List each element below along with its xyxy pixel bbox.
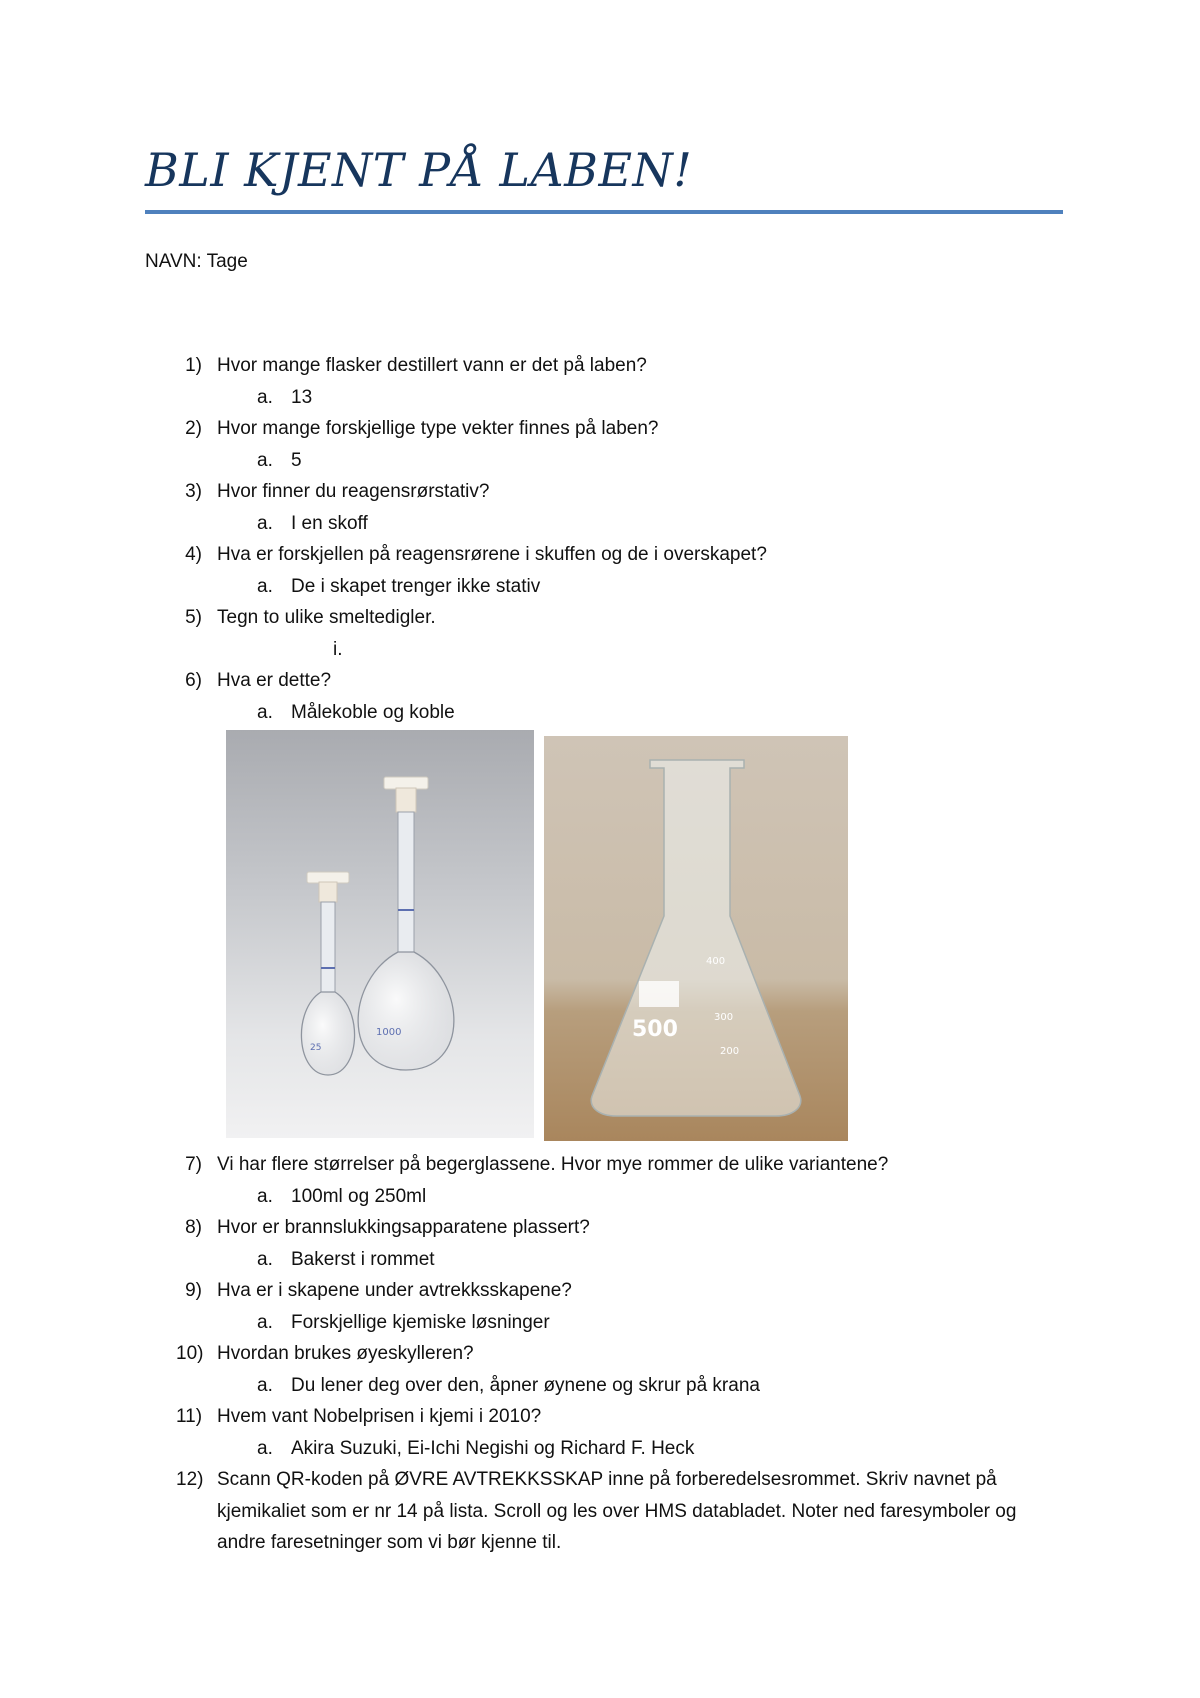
sub-item-roman: i. (333, 638, 343, 660)
question-text: Hva er dette? (217, 670, 332, 691)
question-number: 9) (185, 1280, 202, 1301)
question-text: Vi har flere størrelser på begerglassene. Hvor mye rommer de ulike variantene? (217, 1154, 889, 1175)
question-item (0, 1275, 1200, 1338)
question-item (0, 665, 1200, 1149)
answer-text: Bakerst i rommet (291, 1248, 435, 1270)
lab-glassware-images (0, 728, 1200, 1149)
scale-marking-400: 400 (706, 956, 726, 967)
answer-letter: a. (257, 1185, 273, 1207)
answer-letter: a. (257, 1374, 273, 1396)
answer-letter: a. (257, 386, 273, 408)
question-number: 10) (176, 1343, 204, 1364)
name-line: NAVN: Tage (145, 251, 248, 272)
question-item (0, 539, 1200, 602)
question-number: 7) (185, 1154, 202, 1175)
question-text: Hvem vant Nobelprisen i kjemi i 2010? (217, 1406, 542, 1427)
answer-letter: a. (257, 512, 273, 534)
question-text: Hvor mange flasker destillert vann er det på laben? (217, 355, 647, 376)
question-number: 8) (185, 1217, 202, 1238)
question-number: 11) (176, 1406, 203, 1427)
question-number: 5) (185, 607, 202, 628)
answer-text: Forskjellige kjemiske løsninger (291, 1311, 550, 1333)
question-number: 2) (185, 418, 202, 439)
question-text: Hvor mange forskjellige type vekter finnes på laben? (217, 418, 659, 439)
page-title: BLI KJENT PÅ LABEN! (145, 143, 693, 197)
answer-text: 13 (291, 386, 313, 408)
answer-letter: a. (257, 1248, 273, 1270)
question-item (0, 1338, 1200, 1401)
title-underline (145, 210, 1063, 214)
question-item (0, 413, 1200, 476)
answer-text: Akira Suzuki, Ei-Ichi Negishi og Richard F. Heck (291, 1437, 695, 1459)
question-number: 3) (185, 481, 202, 502)
question-number: 12) (176, 1469, 204, 1490)
answer-letter: a. (257, 575, 273, 597)
scale-marking-200: 200 (720, 1046, 740, 1057)
question-item (0, 476, 1200, 539)
question-number: 6) (185, 670, 202, 691)
answer-letter: a. (257, 449, 273, 471)
small-flask-marking: 25 (310, 1043, 322, 1053)
answer-text: De i skapet trenger ikke stativ (291, 575, 541, 597)
question-item (0, 1212, 1200, 1275)
scale-marking-300: 300 (714, 1012, 734, 1023)
erlenmeyer-flask-photo (544, 736, 848, 1141)
question-item (0, 350, 1200, 413)
erlenmeyer-marking: 500 (632, 1017, 678, 1042)
question-item (0, 602, 1200, 665)
answer-text: I en skoff (291, 512, 368, 534)
question-text: Hva er i skapene under avtrekksskapene? (217, 1280, 572, 1301)
answer-text: Du lener deg over den, åpner øynene og skrur på krana (291, 1374, 760, 1396)
answer-text: 5 (291, 449, 302, 471)
question-item (0, 1464, 1200, 1559)
question-text: Scann QR-koden på ØVRE AVTREKKSSKAP inne på forberedelsesrommet. Skriv navnet på kjemikaliet som er nr 14 på lista. Scroll og les over HMS databladet. Noter ned faresymboler og andre faresetninger som vi bør kjenne til. (217, 1469, 1017, 1553)
volumetric-flasks-photo (226, 730, 534, 1138)
question-item (0, 1401, 1200, 1464)
question-text: Hvor er brannslukkingsapparatene plassert? (217, 1217, 590, 1238)
question-item (0, 1149, 1200, 1212)
question-number: 1) (185, 355, 202, 376)
answer-letter: a. (257, 701, 273, 723)
question-list (0, 350, 1200, 1559)
question-text: Hvor finner du reagensrørstativ? (217, 481, 490, 502)
question-text: Hvordan brukes øyeskylleren? (217, 1343, 474, 1364)
answer-text: 100ml og 250ml (291, 1185, 427, 1207)
answer-letter: a. (257, 1311, 273, 1333)
large-flask-marking: 1000 (376, 1027, 402, 1038)
question-number: 4) (185, 544, 202, 565)
answer-text: Målekoble og koble (291, 701, 455, 723)
answer-letter: a. (257, 1437, 273, 1459)
question-text: Hva er forskjellen på reagensrørene i skuffen og de i overskapet? (217, 544, 767, 565)
question-text: Tegn to ulike smeltedigler. (217, 607, 436, 628)
